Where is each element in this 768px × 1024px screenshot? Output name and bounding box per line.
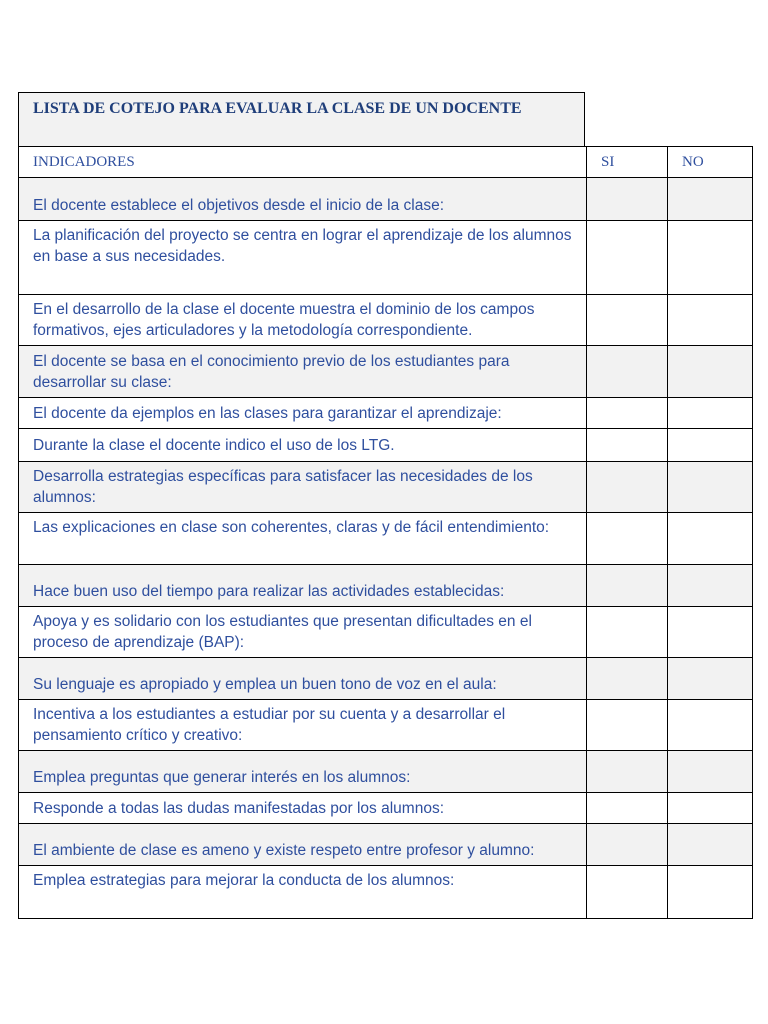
table-row: [19, 658, 753, 700]
no-cell[interactable]: [668, 700, 753, 751]
table-row: [19, 607, 753, 658]
indicator-cell: Responde a todas las dudas manifestadas por los alumnos:: [19, 793, 587, 824]
indicator-cell: Emplea estrategias para mejorar la conducta de los alumnos:: [19, 866, 587, 919]
table-row: [19, 751, 753, 793]
no-cell[interactable]: [668, 178, 753, 221]
yes-cell[interactable]: [587, 866, 668, 919]
checklist-title: LISTA DE COTEJO PARA EVALUAR LA CLASE DE UN DOCENTE: [18, 92, 585, 146]
no-cell[interactable]: [668, 866, 753, 919]
no-cell[interactable]: [668, 221, 753, 295]
table-row: [19, 462, 753, 513]
no-cell[interactable]: [668, 462, 753, 513]
table-row: [19, 565, 753, 607]
table-row: [19, 398, 753, 429]
no-cell[interactable]: [668, 751, 753, 793]
indicator-cell: Su lenguaje es apropiado y emplea un buen tono de voz en el aula:: [19, 658, 587, 700]
indicator-cell: La planificación del proyecto se centra en lograr el aprendizaje de los alumnos en base a sus necesidades.: [19, 221, 587, 295]
indicator-cell: El docente establece el objetivos desde el inicio de la clase:: [19, 178, 587, 221]
table-row: [19, 824, 753, 866]
header-yes: SI: [587, 147, 668, 178]
yes-cell[interactable]: [587, 607, 668, 658]
checklist-table: [18, 146, 753, 919]
indicator-cell: Apoya y es solidario con los estudiantes que presentan dificultades en el proceso de aprendizaje (BAP):: [19, 607, 587, 658]
yes-cell[interactable]: [587, 295, 668, 346]
no-cell[interactable]: [668, 398, 753, 429]
no-cell[interactable]: [668, 295, 753, 346]
indicator-cell: El ambiente de clase es ameno y existe respeto entre profesor y alumno:: [19, 824, 587, 866]
yes-cell[interactable]: [587, 565, 668, 607]
yes-cell[interactable]: [587, 221, 668, 295]
table-row: [19, 866, 753, 919]
table-row: [19, 793, 753, 824]
yes-cell[interactable]: [587, 178, 668, 221]
header-row: [19, 147, 753, 178]
indicator-cell: Hace buen uso del tiempo para realizar las actividades establecidas:: [19, 565, 587, 607]
indicator-cell: Durante la clase el docente indico el uso de los LTG.: [19, 429, 587, 462]
table-row: [19, 221, 753, 295]
table-row: [19, 295, 753, 346]
indicator-cell: Desarrolla estrategias específicas para satisfacer las necesidades de los alumnos:: [19, 462, 587, 513]
no-cell[interactable]: [668, 658, 753, 700]
yes-cell[interactable]: [587, 793, 668, 824]
indicator-cell: En el desarrollo de la clase el docente muestra el dominio de los campos formativos, ejes articuladores y la metodología correspondiente.: [19, 295, 587, 346]
yes-cell[interactable]: [587, 429, 668, 462]
no-cell[interactable]: [668, 824, 753, 866]
indicator-cell: El docente da ejemplos en las clases para garantizar el aprendizaje:: [19, 398, 587, 429]
yes-cell[interactable]: [587, 658, 668, 700]
table-row: [19, 700, 753, 751]
table-row: [19, 346, 753, 398]
no-cell[interactable]: [668, 565, 753, 607]
no-cell[interactable]: [668, 346, 753, 398]
no-cell[interactable]: [668, 607, 753, 658]
header-no: NO: [668, 147, 753, 178]
indicator-cell: Incentiva a los estudiantes a estudiar por su cuenta y a desarrollar el pensamiento crítico y creativo:: [19, 700, 587, 751]
yes-cell[interactable]: [587, 751, 668, 793]
no-cell[interactable]: [668, 429, 753, 462]
table-row: [19, 513, 753, 565]
yes-cell[interactable]: [587, 398, 668, 429]
yes-cell[interactable]: [587, 346, 668, 398]
indicator-cell: Emplea preguntas que generar interés en los alumnos:: [19, 751, 587, 793]
yes-cell[interactable]: [587, 513, 668, 565]
no-cell[interactable]: [668, 513, 753, 565]
table-row: [19, 178, 753, 221]
no-cell[interactable]: [668, 793, 753, 824]
yes-cell[interactable]: [587, 700, 668, 751]
yes-cell[interactable]: [587, 462, 668, 513]
table-row: [19, 429, 753, 462]
indicator-cell: El docente se basa en el conocimiento previo de los estudiantes para desarrollar su clase:: [19, 346, 587, 398]
header-indicators: INDICADORES: [19, 147, 587, 178]
yes-cell[interactable]: [587, 824, 668, 866]
indicator-cell: Las explicaciones en clase son coherentes, claras y de fácil entendimiento:: [19, 513, 587, 565]
